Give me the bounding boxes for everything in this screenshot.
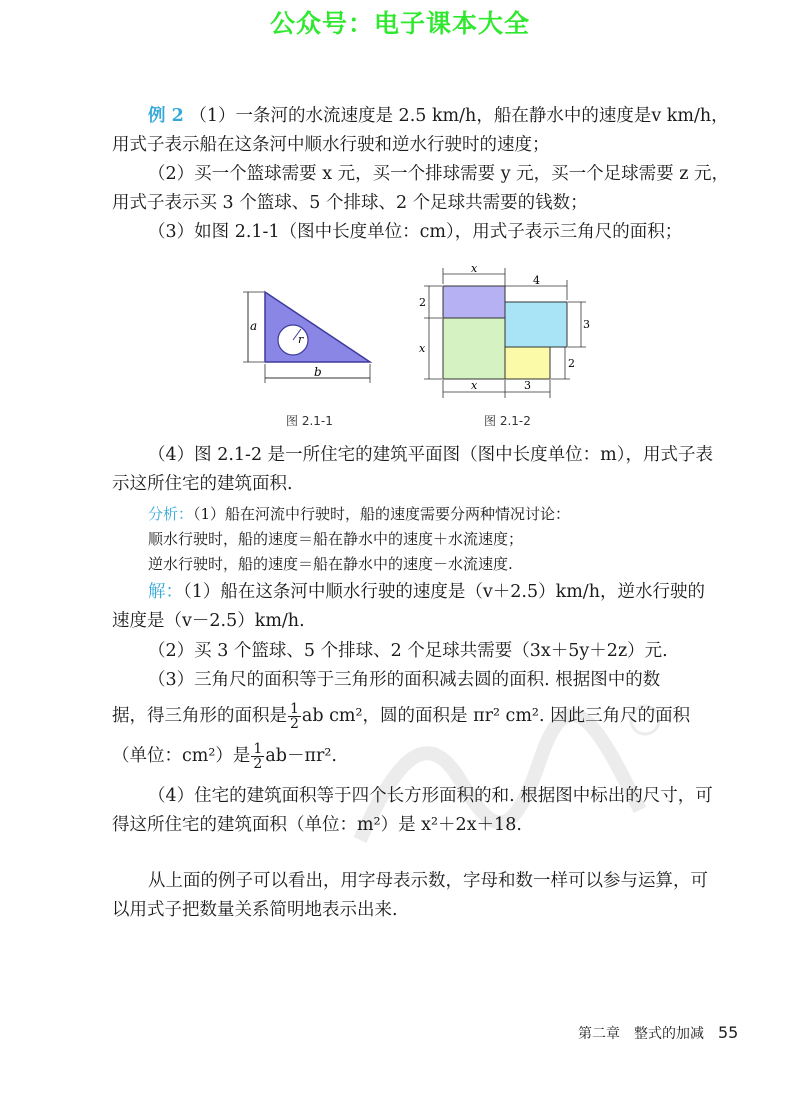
example-p2-line2: 用式子表示买 3 个篮球、5 个排球、2 个足球共需要的钱数； — [112, 193, 588, 213]
analysis-line-1 — [148, 502, 570, 526]
solution-s3-line1: （3）三角尺的面积等于三角形的面积减去圆的面积. 根据图中的数 — [148, 670, 661, 690]
figure-1-caption: 图 2.1-1 — [286, 414, 333, 428]
dim-right-2: 2 — [568, 357, 575, 370]
dim-top-4: 4 — [533, 274, 540, 287]
room-yellow — [505, 347, 550, 379]
analysis-line-2: 顺水行驶时，船的速度＝船在静水中的速度＋水流速度； — [148, 530, 524, 548]
label-r: r — [298, 333, 304, 346]
analysis-line-3: 逆水行驶时，船的速度＝船在静水中的速度－水流速度. — [148, 555, 513, 573]
solution-s1-line2: 速度是（v－2.5）km/h. — [112, 611, 305, 631]
fraction-half-2: $\frac{1}{2}$ — [253, 741, 263, 772]
label-a: a — [250, 319, 258, 333]
s3-text-c: （单位：cm²）是 — [112, 746, 251, 766]
solution-s3-line3 — [112, 742, 337, 771]
figure-triangle-ruler — [230, 282, 390, 397]
dim-left-2: 2 — [419, 296, 426, 309]
banner-title: 公众号：电子课本大全 — [269, 9, 530, 38]
watermark-logo — [340, 690, 670, 880]
s3-text-b: ab cm²，圆的面积是 πr² cm². 因此三角尺的面积 — [301, 706, 691, 726]
example-p3: （3）如图 2.1-1（图中长度单位：cm），用式子表示三角尺的面积； — [148, 222, 683, 242]
s3-text-a: 据，得三角形的面积是 — [112, 706, 287, 726]
conclusion-line-2: 以用式子把数量关系简明地表示出来. — [112, 900, 398, 920]
dim-bottom-3: 3 — [524, 379, 531, 392]
figure-2-caption: 图 2.1-2 — [484, 414, 531, 428]
dim-left-x: x — [419, 342, 426, 355]
room-purple — [443, 286, 505, 318]
solution-s4-line1: （4）住宅的建筑面积等于四个长方形面积的和. 根据图中标出的尺寸，可 — [148, 786, 713, 806]
s3-text-d: ab－πr². — [265, 746, 337, 766]
dim-right-3: 3 — [583, 318, 590, 331]
footer-chapter: 第二章 整式的加减 — [578, 1026, 704, 1042]
solution-label: 解： — [148, 582, 183, 602]
example-p4-line1: （4）图 2.1-2 是一所住宅的建筑平面图（图中长度单位：m），用式子表 — [148, 445, 713, 465]
room-cyan — [505, 302, 567, 347]
page-number: 55 — [718, 1023, 739, 1042]
figure-floor-plan — [415, 262, 595, 407]
example-p4-line2: 示这所住宅的建筑面积. — [112, 474, 293, 494]
label-b: b — [314, 365, 322, 379]
solution-s1-line1: （1）船在这条河中顺水行驶的速度是（v＋2.5）km/h，逆水行驶的 — [183, 582, 705, 602]
fraction-half: $\frac{1}{2}$ — [290, 701, 299, 732]
dim-top-x: x — [471, 262, 478, 275]
solution-s2: （2）买 3 个篮球、5 个排球、2 个足球共需要（3x＋5y＋2z）元. — [148, 641, 668, 661]
solution-s4-line2: 得这所住宅的建筑面积（单位：m²）是 x²＋2x＋18. — [112, 815, 522, 835]
page-footer — [578, 1023, 738, 1043]
dim-bottom-x: x — [471, 379, 478, 392]
example-label: 例 2 — [148, 106, 184, 126]
room-green — [443, 318, 505, 379]
triangle-shape — [265, 292, 370, 362]
analysis-line1-text: （1）船在河流中行驶时，船的速度需要分两种情况讨论： — [193, 505, 571, 523]
example-p1-line2: 用式子表示船在这条河中顺水行驶和逆水行驶时的速度； — [112, 135, 550, 155]
conclusion-line-1: 从上面的例子可以看出，用字母表示数，字母和数一样可以参与运算，可 — [148, 871, 708, 891]
example-p1-line1: （1）一条河的水流速度是 2.5 km/h，船在静水中的速度是v km/h， — [189, 106, 729, 126]
example-p2-line1: （2）买一个篮球需要 x 元，买一个排球需要 y 元，买一个足球需要 z 元， — [148, 164, 729, 184]
example-line-1 — [148, 104, 729, 128]
analysis-label: 分析： — [148, 505, 194, 523]
solution-line-1 — [148, 580, 705, 604]
